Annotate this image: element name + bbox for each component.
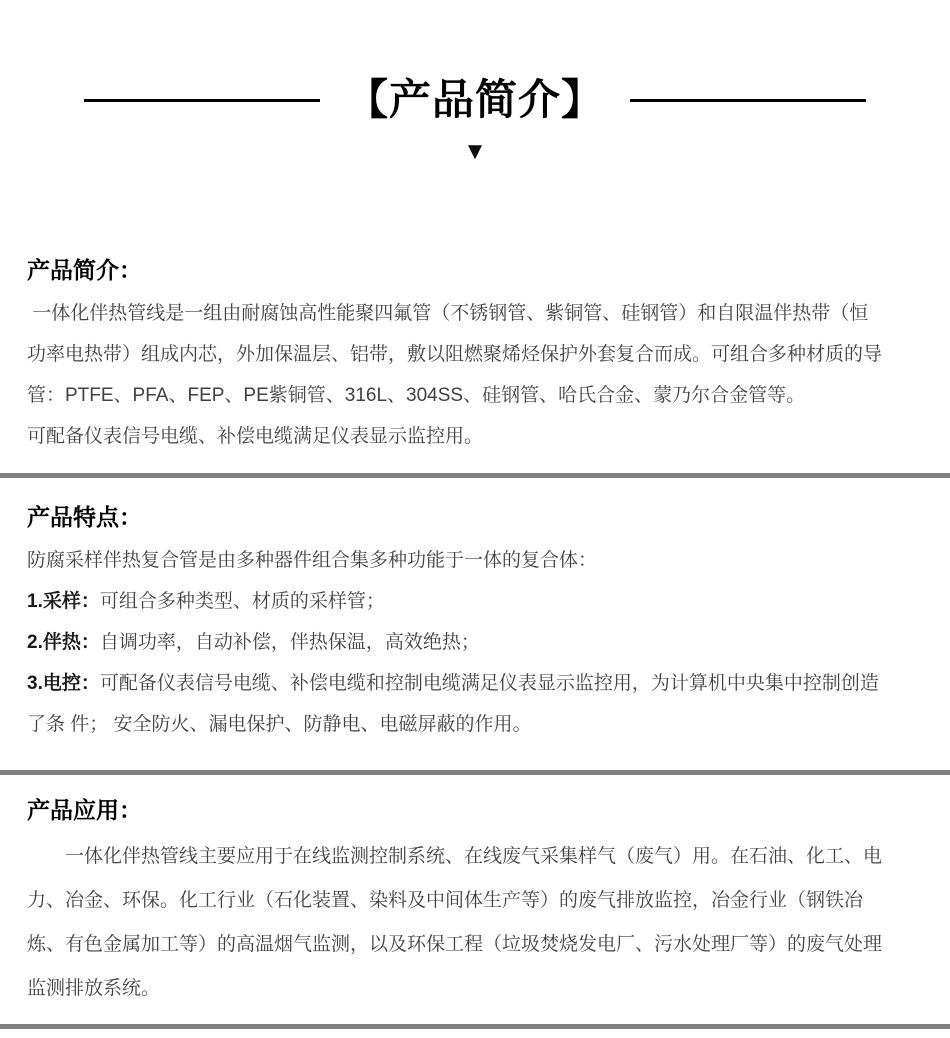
section-heading-applications: 产品应用： [27, 797, 142, 823]
feature-text: 自调功率，自动补偿，伴热保温，高效绝热； [99, 632, 480, 653]
section-divider [0, 473, 950, 478]
text-line: 监测排放系统。 [27, 978, 161, 999]
section-heading-features: 产品特点： [27, 504, 142, 530]
banner-rule-right [630, 99, 866, 102]
feature-text: 可配备仪表信号电缆、补偿电缆和控制电缆满足仪表显示监控用，为计算机中央集中控制创造 [99, 673, 879, 694]
feature-item [27, 581, 923, 622]
feature-label: 3.电控： [27, 673, 100, 694]
section-divider [0, 1024, 950, 1029]
text-line: 一体化伴热管线是一组由耐腐蚀高性能聚四氟管（不锈钢管、紫铜管、硅钢管）和自限温伴热带（恒 [27, 303, 869, 324]
text-line: 防腐采样伴热复合管是由多种器件组合集多种功能于一体的复合体： [27, 550, 598, 571]
down-arrow-icon: ▼ [463, 138, 487, 165]
text-line: 管：PTFE、PFA、FEP、PE紫铜管、316L、304SS、硅钢管、哈氏合金、蒙乃尔合金管等。 [27, 385, 806, 406]
features-paragraph [27, 540, 923, 745]
text-line: 炼、有色金属加工等）的高温烟气监测，以及环保工程（垃圾焚烧发电厂、污水处理厂等）的废气处理 [27, 934, 883, 955]
text-line: 力、冶金、环保。化工行业（石化装置、染料及中间体生产等）的废气排放监控，冶金行业（钢铁冶 [27, 890, 864, 911]
section-heading-intro: 产品简介： [27, 257, 142, 283]
section-product-features [27, 502, 923, 745]
intro-paragraph [27, 293, 923, 457]
applications-paragraph [27, 835, 923, 1011]
text-line: 功率电热带）组成内芯，外加保温层、铝带，敷以阻燃聚烯烃保护外套复合而成。可组合多种材质的导 [27, 344, 883, 365]
feature-label: 2.伴热： [27, 632, 100, 653]
text-line: 可配备仪表信号电缆、补偿电缆满足仪表显示监控用。 [27, 426, 484, 447]
banner-rule-left [84, 99, 320, 102]
text-line: 了条 件； 安全防火、漏电保护、防静电、电磁屏蔽的作用。 [27, 714, 532, 735]
feature-item [27, 663, 923, 704]
feature-text: 可组合多种类型、材质的采样管； [99, 591, 385, 612]
page-title: 【产品简介】 [345, 76, 604, 123]
section-divider [0, 770, 950, 775]
section-banner [0, 0, 950, 125]
feature-label: 1.采样： [27, 591, 100, 612]
text-line: 一体化伴热管线主要应用于在线监测控制系统、在线废气采集样气（废气）用。在石油、化工、电 [27, 846, 883, 867]
section-product-applications [27, 795, 923, 1011]
feature-item [27, 622, 923, 663]
section-product-intro [27, 255, 923, 457]
